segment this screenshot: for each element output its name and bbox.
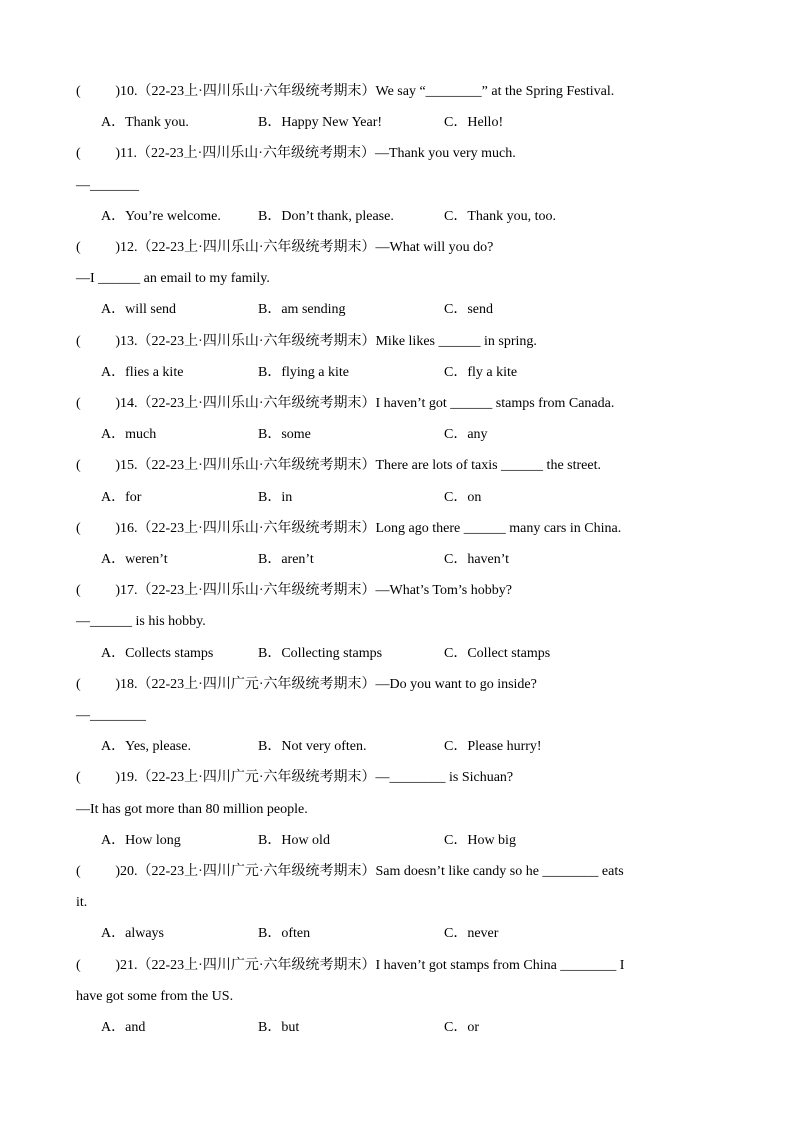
question-text: 12.（22-23上·四川乐山·六年级统考期末）—What will you do? bbox=[120, 240, 494, 255]
answer-blank-parentheses bbox=[76, 768, 120, 788]
option-b: B．Happy New Year! bbox=[258, 115, 383, 131]
option-a: A．and bbox=[101, 1020, 146, 1035]
close-paren: ) bbox=[115, 396, 120, 411]
question-header bbox=[76, 82, 716, 102]
question-header bbox=[76, 456, 716, 476]
option-b: B．am sending bbox=[258, 302, 346, 318]
question-text: 14.（22-23上·四川乐山·六年级统考期末）I haven’t got ______ stamps from Canada. bbox=[120, 396, 615, 411]
open-paren: ( bbox=[76, 864, 81, 879]
answer-blank-parentheses bbox=[76, 82, 120, 102]
open-paren: ( bbox=[76, 333, 81, 349]
option-c: C．on bbox=[444, 489, 482, 505]
option-a: A．Yes, please. bbox=[101, 739, 191, 755]
open-paren: ( bbox=[76, 396, 81, 411]
question-text: 18.（22-23上·四川广元·六年级统考期末）—Do you want to go inside? bbox=[120, 676, 537, 692]
question-continuation: —It has got more than 80 million people. bbox=[76, 801, 308, 817]
option-b: B．flying a kite bbox=[258, 364, 349, 380]
close-paren: ) bbox=[115, 676, 120, 692]
option-c: C．or bbox=[444, 1020, 479, 1035]
option-b: B．some bbox=[258, 427, 311, 443]
open-paren: ( bbox=[76, 146, 81, 162]
question-continuation: —_______ bbox=[76, 177, 139, 193]
option-b: B．Not very often. bbox=[258, 739, 367, 755]
option-a: A．much bbox=[101, 427, 157, 443]
answer-blank-parentheses bbox=[76, 456, 120, 476]
open-paren: ( bbox=[76, 84, 81, 99]
open-paren: ( bbox=[76, 676, 81, 692]
question-continuation: have got some from the US. bbox=[76, 988, 234, 1004]
answer-blank-parentheses bbox=[76, 862, 120, 882]
question-header bbox=[76, 862, 716, 882]
option-c: C．How big bbox=[444, 832, 516, 848]
option-a: A．Thank you. bbox=[101, 115, 189, 131]
option-a: A．How long bbox=[101, 832, 181, 848]
answer-blank-parentheses bbox=[76, 956, 120, 976]
option-b: B．often bbox=[258, 926, 311, 942]
answer-blank-parentheses bbox=[76, 394, 120, 414]
option-c: C．haven’t bbox=[444, 552, 510, 567]
close-paren: ) bbox=[115, 770, 120, 786]
close-paren: ) bbox=[115, 957, 120, 973]
option-c: C．send bbox=[444, 302, 493, 318]
option-a: A．You’re welcome. bbox=[101, 208, 221, 224]
option-c: C．Thank you, too. bbox=[444, 208, 556, 224]
option-a: A．flies a kite bbox=[101, 364, 184, 380]
option-c: C．Hello! bbox=[444, 115, 504, 131]
question-text: 19.（22-23上·四川广元·六年级统考期末）—________ is Sichuan? bbox=[120, 770, 514, 786]
open-paren: ( bbox=[76, 520, 81, 536]
option-a: A．for bbox=[101, 489, 142, 505]
close-paren: ) bbox=[115, 146, 120, 162]
question-text: 16.（22-23上·四川乐山·六年级统考期末）Long ago there ______ many cars in China. bbox=[120, 520, 622, 536]
option-b: B．aren’t bbox=[258, 552, 314, 567]
question-text: 17.（22-23上·四川乐山·六年级统考期末）—What’s Tom’s hobby? bbox=[120, 583, 512, 599]
question-header bbox=[76, 956, 716, 976]
option-a: A．will send bbox=[101, 302, 177, 318]
question-header bbox=[76, 675, 716, 695]
open-paren: ( bbox=[76, 770, 81, 786]
question-header bbox=[76, 768, 716, 788]
question-text: 13.（22-23上·四川乐山·六年级统考期末）Mike likes ______ in spring. bbox=[120, 333, 537, 349]
option-c: C．never bbox=[444, 926, 499, 942]
question-continuation: —I ______ an email to my family. bbox=[76, 271, 270, 287]
option-a: A．Collects stamps bbox=[101, 645, 214, 661]
option-b: B．Don’t thank, please. bbox=[258, 208, 394, 224]
answer-blank-parentheses bbox=[76, 581, 120, 601]
question-continuation: it. bbox=[76, 895, 88, 911]
answer-blank-parentheses bbox=[76, 332, 120, 352]
option-a: A．always bbox=[101, 926, 164, 942]
question-continuation: —______ is his hobby. bbox=[76, 614, 206, 630]
option-c: C．Please hurry! bbox=[444, 739, 542, 755]
question-text: 20.（22-23上·四川广元·六年级统考期末）Sam doesn’t like candy so he ________ eats bbox=[120, 864, 624, 879]
close-paren: ) bbox=[115, 583, 120, 599]
answer-blank-parentheses bbox=[76, 675, 120, 695]
open-paren: ( bbox=[76, 240, 81, 255]
close-paren: ) bbox=[115, 520, 120, 536]
question-header bbox=[76, 581, 716, 601]
close-paren: ) bbox=[115, 864, 120, 879]
option-c: C．any bbox=[444, 427, 488, 443]
question-text: 11.（22-23上·四川乐山·六年级统考期末）—Thank you very much. bbox=[120, 146, 516, 162]
option-b: B．in bbox=[258, 489, 293, 505]
question-text: 21.（22-23上·四川广元·六年级统考期末）I haven’t got stamps from China ________ I bbox=[120, 957, 625, 973]
question-header bbox=[76, 238, 716, 258]
question-header bbox=[76, 332, 716, 352]
close-paren: ) bbox=[115, 333, 120, 349]
question-continuation: —________ bbox=[76, 708, 146, 723]
option-b: B．How old bbox=[258, 832, 330, 848]
open-paren: ( bbox=[76, 583, 81, 599]
open-paren: ( bbox=[76, 458, 81, 474]
open-paren: ( bbox=[76, 957, 81, 973]
option-a: A．weren’t bbox=[101, 552, 168, 567]
option-c: C．fly a kite bbox=[444, 364, 518, 380]
question-header bbox=[76, 394, 716, 414]
option-c: C．Collect stamps bbox=[444, 645, 551, 661]
option-b: B．but bbox=[258, 1020, 300, 1035]
answer-blank-parentheses bbox=[76, 144, 120, 164]
close-paren: ) bbox=[115, 84, 120, 99]
close-paren: ) bbox=[115, 240, 120, 255]
answer-blank-parentheses bbox=[76, 238, 120, 258]
question-header bbox=[76, 519, 716, 539]
question-text: 15.（22-23上·四川乐山·六年级统考期末）There are lots of taxis ______ the street. bbox=[120, 458, 601, 474]
option-b: B．Collecting stamps bbox=[258, 645, 383, 661]
question-text: 10.（22-23上·四川乐山·六年级统考期末）We say “________” at the Spring Festival. bbox=[120, 84, 615, 99]
answer-blank-parentheses bbox=[76, 519, 120, 539]
question-header bbox=[76, 144, 716, 164]
close-paren: ) bbox=[115, 458, 120, 474]
